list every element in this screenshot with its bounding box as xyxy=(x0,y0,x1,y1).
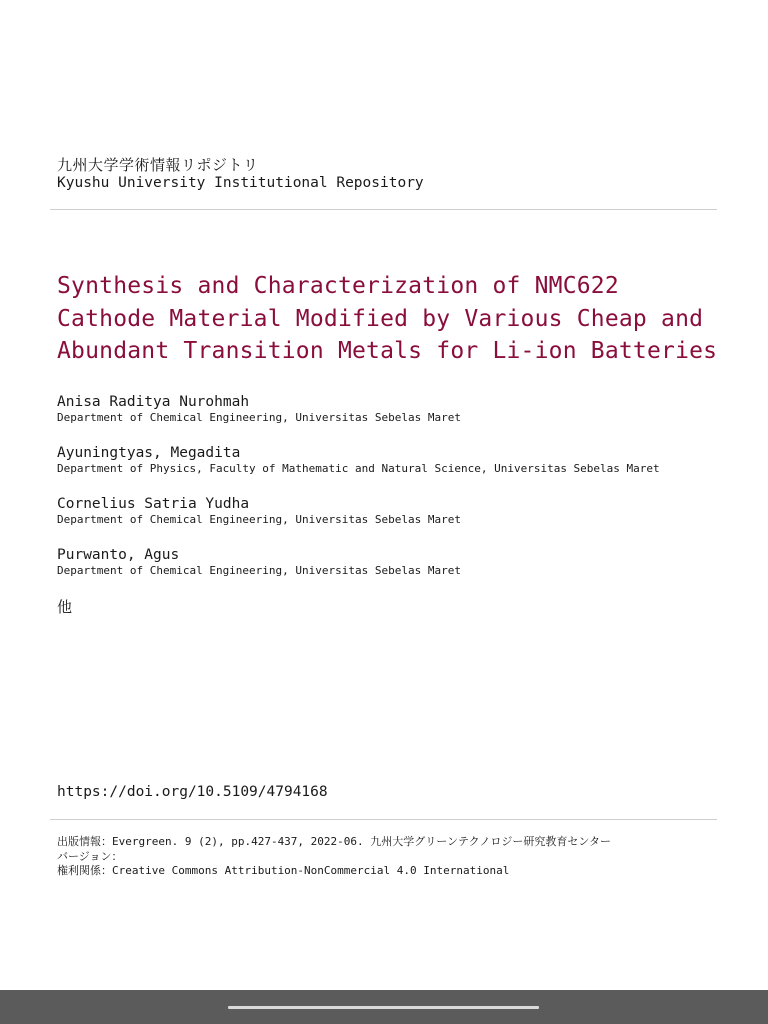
publication-metadata xyxy=(57,835,611,879)
article-title xyxy=(57,270,737,368)
header-divider xyxy=(50,209,717,210)
author-affiliation: Department of Chemical Engineering, Universitas Sebelas Maret xyxy=(57,564,461,577)
author-affiliation: Department of Chemical Engineering, Universitas Sebelas Maret xyxy=(57,411,461,424)
repository-name-japanese: 九州大学学術情報リポジトリ xyxy=(57,156,259,174)
viewer-bottom-bar xyxy=(0,990,768,1024)
author-entry xyxy=(57,546,461,578)
article-title-line-2: Cathode Material Modified by Various Cheap and xyxy=(57,305,704,332)
article-title-line-1: Synthesis and Characterization of NMC622 xyxy=(57,273,619,299)
author-name: Purwanto, Agus xyxy=(57,547,180,563)
rights-info: 権利関係：Creative Commons Attribution-NonCommercial 4.0 International xyxy=(57,864,510,877)
doi-link[interactable]: https://doi.org/10.5109/4794168 xyxy=(57,784,328,800)
author-entry xyxy=(57,393,461,425)
author-entry xyxy=(57,495,461,527)
author-entry xyxy=(57,444,660,476)
footer-divider xyxy=(50,819,717,820)
publication-info: 出版情報：Evergreen. 9 (2), pp.427-437, 2022-06. 九州大学グリーンテクノロジー研究教育センター xyxy=(57,835,611,848)
author-affiliation: Department of Physics, Faculty of Mathematic and Natural Science, Universitas Sebelas Maret xyxy=(57,462,660,475)
repository-name-english: Kyushu University Institutional Repository xyxy=(57,175,424,191)
version-info: バージョン： xyxy=(57,849,123,863)
author-name: Anisa Raditya Nurohmah xyxy=(57,394,250,410)
et-al-label: 他 xyxy=(57,598,73,616)
scroll-handle[interactable] xyxy=(228,1006,539,1009)
author-name: Ayuningtyas, Megadita xyxy=(57,445,241,461)
author-name: Cornelius Satria Yudha xyxy=(57,496,250,512)
author-affiliation: Department of Chemical Engineering, Universitas Sebelas Maret xyxy=(57,513,461,526)
article-title-line-3: Abundant Transition Metals for Li-ion Batteries xyxy=(57,338,718,364)
